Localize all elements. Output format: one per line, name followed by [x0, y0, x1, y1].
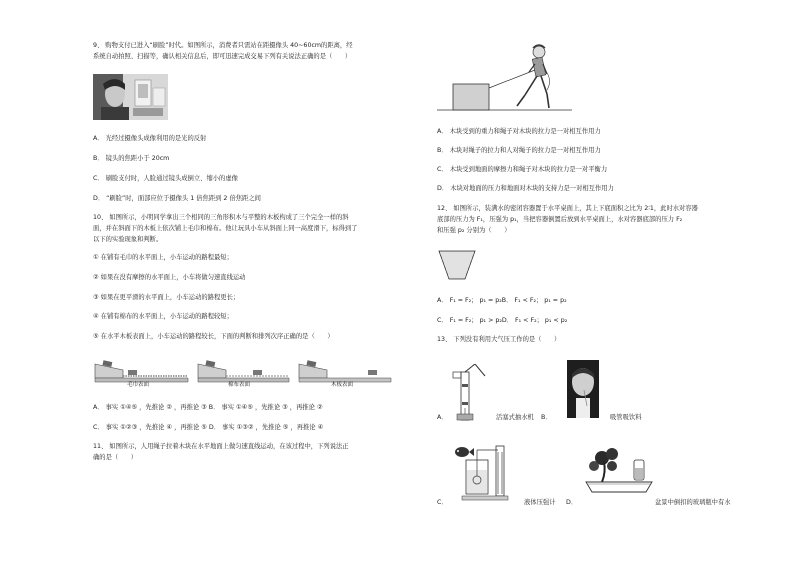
q13-a-prefix: A．: [437, 414, 448, 421]
q13-d-label: 盆景中倒扣的玻璃瓶中有水: [655, 499, 731, 506]
q9-option-c: C． 刷脸支付时，人脸通过镜头成倒立、缩小的虚像: [93, 175, 238, 182]
incline-cotton: [198, 360, 289, 382]
q10-options-ab: A． 事实 ①④⑤ ，先推论 ② ，再推论 ③ B． 事实 ①④⑤ ，先推论 ③ ，再推论 ②: [93, 404, 323, 411]
q10-stem-line3: 以下的实验现象和判断。: [93, 236, 163, 243]
q12-stem-line2: 底部的压力为 F₁，压强为 p₁，当把容器倒置后放到水平桌面上，水对容器底部的压力 F₂: [437, 216, 683, 223]
incline-wood: [299, 360, 391, 382]
q10-statement-2: ② 如果在没有摩擦的水平面上，小车将做匀速直线运动: [93, 274, 246, 281]
q13-stem: 13、 下列没有利用大气压工作的是（ ）: [437, 336, 561, 343]
q13-c-prefix: C．: [437, 499, 448, 506]
q10-stem-line1: 10、 如图所示，小明同学拿出三个相同的三角形积木与平整的木板构成了三个完全一样的斜: [93, 214, 349, 221]
q13-a-label: 活塞式抽水机: [496, 414, 534, 421]
q10-statement-5: ⑤ 在水平木板表面上，小车运动的路程较长，下面的判断和排列次序正确的是（ ）: [93, 333, 334, 340]
bonsai-bottle-figure: [582, 448, 657, 496]
q11-option-c: C． 木块受到地面的摩擦力和绳子对木块的拉力是一对平衡力: [437, 166, 608, 173]
label-cotton-surface: 棉布表面: [228, 382, 251, 388]
q13-d-prefix: D．: [566, 499, 578, 506]
q9-stem-line2: 系统自动拍照、扫描等，确认相关信息后，即可迅速完成交易下列有关说法正确的是（ ）: [93, 53, 352, 60]
q10-options-cd: C． 事实 ①②③ ，先推论 ④ ，再推论 ⑤ D． 事实 ①③② ，先推论 ⑤ ，再推论 ④: [93, 424, 324, 431]
q9-option-d: D． “刷脸”时，面部应位于摄像头 1 倍焦距到 2 倍焦距之间: [93, 195, 261, 202]
q13-c-label: 液体压强计: [524, 499, 556, 506]
q12-stem-line3: 和压强 p₂ 分别为（ ）: [437, 227, 511, 234]
q12-options-ab: A． F₁ = F₂； p₁ = p₂B． F₁ < F₂； p₁ = p₂: [437, 297, 567, 304]
face-scan-photo: [93, 74, 168, 120]
q10-stem-line2: 面，并在斜面下的木板上依次铺上毛巾和棉布。他让玩具小车从斜面上同一高度滑下，标得到了: [93, 225, 358, 232]
q11-stem-line2: 确的是（ ）: [93, 454, 138, 461]
straw-drinking-photo: [567, 360, 599, 418]
q10-statement-4: ④ 在铺有棉布的水平面上，小车运动的路程较短；: [93, 313, 233, 320]
liquid-pressure-gauge-figure: [452, 442, 517, 502]
q10-statement-3: ③ 如果在更平滑的水平面上，小车运动的路程更长；: [93, 294, 240, 301]
pull-block-figure: [437, 40, 577, 115]
q12-stem-line1: 12、 如图所示，装满水的密闭容器置于水平桌面上，其上下底面积之比为 2∶1，此时水对容器: [437, 205, 698, 212]
q13-b-label: 吸管吸饮料: [610, 414, 642, 421]
q9-stem-line1: 9、 购物支付已进入“刷脸”时代。如图所示，消费者只需站在距摄像头 40~60cm的距离，经: [93, 42, 353, 49]
q9-option-b: B． 镜头的焦距小于 20cm: [93, 155, 170, 162]
q13-b-prefix: B．: [541, 414, 552, 421]
q12-options-cd: C． F₁ = F₂； p₁ > p₂D． F₁ < F₂； p₁ < p₂: [437, 317, 568, 324]
label-wood-surface: 木板表面: [331, 382, 354, 388]
piston-pump-figure: [447, 364, 487, 422]
container-figure: [437, 249, 477, 281]
q9-option-a: A． 光经过摄像头成像利用的是光的反射: [93, 135, 207, 142]
q11-option-b: B． 木块对绳子的拉力和人对绳子的拉力是一对相互作用力: [437, 147, 601, 154]
incline-towel: [95, 360, 188, 382]
q11-stem-line1: 11、 如图所示，人用绳子拉着木块在水平地面上做匀速直线运动，在该过程中，下列说法正: [93, 443, 349, 450]
q11-option-d: D． 木块对地面的压力和地面对木块的支持力是一对相互作用力: [437, 185, 614, 192]
q10-statement-1: ① 在铺有毛巾的水平面上，小车运动的路程最短；: [93, 254, 233, 261]
label-towel-surface: 毛巾表面: [127, 382, 150, 388]
q11-option-a: A． 木块受到的重力和绳子对木块的拉力是一对相互作用力: [437, 128, 601, 135]
